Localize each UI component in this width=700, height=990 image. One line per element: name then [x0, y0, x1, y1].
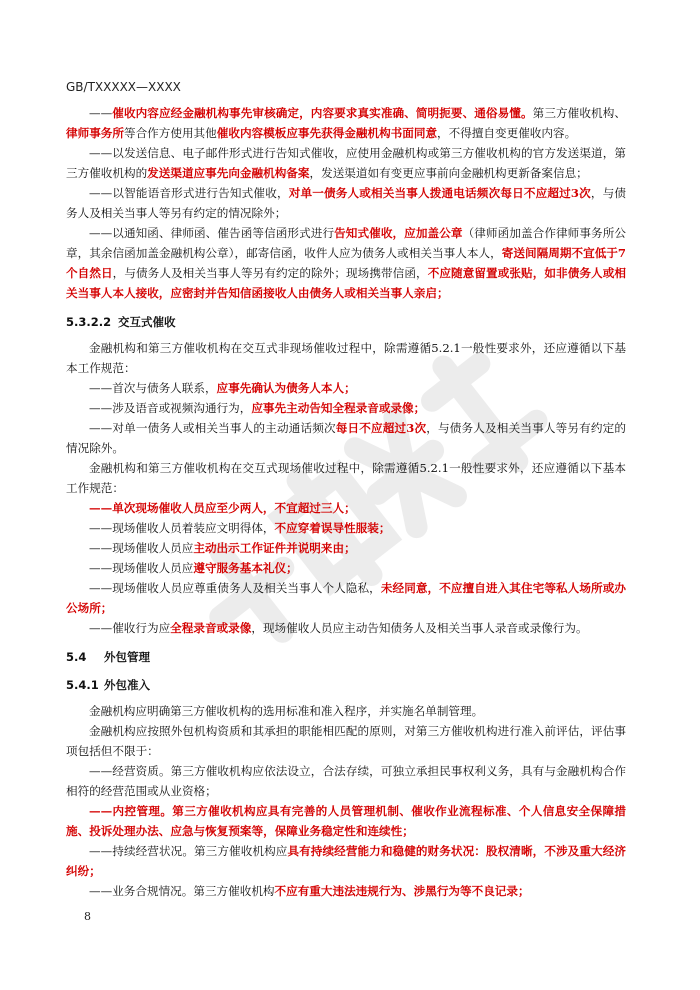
body-text: ，与债务人及相关当事人等另有约定的情况除外； — [66, 186, 626, 220]
section-heading-5-4 — [66, 648, 626, 666]
paragraph — [66, 338, 626, 378]
paragraph — [66, 558, 626, 578]
body-text: 金融机构应明确第三方催收机构的选用标准和准入程序，并实施名单制管理。 — [89, 704, 484, 718]
body-text: ，发送渠道如有变更应事前向金融机构更新备案信息； — [309, 166, 588, 180]
section-number: 5.4 — [66, 650, 87, 664]
emphasis-text: 不应随意留置或张贴，如非债务人或相关当事人本人接收，应密封并告知信函接收人由债务人或相关当事人亲启； — [66, 266, 626, 300]
body-text: ——催收行为应 — [89, 621, 171, 635]
section-title: 外包准入 — [104, 678, 150, 692]
body-text: ，与债务人及相关当事人等另有约定的除外；现场携带信函， — [112, 266, 428, 280]
body-text: ——现场催收人员应尊重债务人及相关当事人个人隐私， — [89, 581, 381, 595]
page-content — [66, 103, 626, 901]
emphasis-text: 每日不应超过3次 — [335, 421, 427, 435]
body-text: —— — [89, 106, 113, 120]
body-text: ，与债务人及相关当事人等另有约定的情况除外。 — [66, 421, 626, 455]
body-text: ，不得擅自变更催收内容。 — [437, 126, 577, 140]
paragraph — [66, 578, 626, 618]
section-title: 交互式催收 — [118, 315, 176, 329]
paragraph — [66, 881, 626, 901]
body-text: ——持续经营状况。第三方催收机构应 — [89, 844, 288, 858]
paragraph — [66, 183, 626, 223]
paragraphs-a — [66, 103, 626, 303]
emphasis-text: 告知式催收，应加盖公章 — [334, 226, 463, 240]
paragraph — [66, 721, 626, 761]
section-number: 5.3.2.2 — [66, 315, 112, 329]
body-text: ——业务合规情况。第三方催收机构 — [89, 884, 275, 898]
body-text: ——以发送信息、电子邮件形式进行告知式催收，应使用金融机构或第三方催收机构的官方发送渠道，第三方催收机构的 — [66, 146, 626, 180]
page-number: 8 — [84, 910, 91, 923]
body-text: 第三方催收机构、 — [532, 106, 626, 120]
emphasis-text: ——单次现场催收人员应至少两人，不宜超过三人； — [89, 501, 356, 515]
body-text: ——涉及语音或视频沟通行为， — [89, 401, 252, 415]
emphasis-text: 具有持续经营能力和稳健的财务状况：股权清晰，不涉及重大经济纠纷； — [66, 844, 626, 878]
body-text: ——现场催收人员着装应文明得体， — [89, 521, 275, 535]
emphasis-text: 应事先主动告知全程录音或录像； — [251, 401, 426, 415]
paragraphs-b — [66, 338, 626, 638]
body-text: 金融机构应按照外包机构资质和其承担的职能相匹配的原则，对第三方催收机构进行准入前评估，评估事项包括但不限于： — [66, 724, 626, 758]
section-heading-5-3-2-2 — [66, 313, 626, 331]
paragraph — [66, 378, 626, 398]
emphasis-text: 寄送间隔周期不宜低于7个自然日 — [66, 246, 626, 280]
body-text: ——经营资质。第三方催收机构应依法设立，合法存续，可独立承担民事权利义务，具有与金融机构合作相符的经营范围或从业资格； — [66, 764, 626, 798]
emphasis-text: 遵守服务基本礼仪； — [193, 561, 298, 575]
body-text: （律师函加盖合作律师事务所公章，其余信函加盖金融机构公章），邮寄信函，收件人应为债务人或相关当事人本人， — [66, 226, 626, 260]
paragraph — [66, 761, 626, 801]
emphasis-text: 不应有重大违法违规行为、涉黑行为等不良记录； — [274, 884, 530, 898]
body-text: 金融机构和第三方催收机构在交互式非现场催收过程中，除需遵循5.2.1一般性要求外，还应遵循以下基本工作规范： — [66, 341, 626, 375]
paragraph — [66, 418, 626, 458]
emphasis-text: 发送渠道应事先向金融机构备案 — [147, 166, 310, 180]
section-title: 外包管理 — [104, 650, 150, 664]
emphasis-text: 未经同意，不应擅自进入其住宅等私人场所或办公场所； — [66, 581, 626, 615]
emphasis-text: 对单一债务人或相关当事人拨通电话频次每日不应超过3次 — [288, 186, 591, 200]
paragraph — [66, 618, 626, 638]
paragraph — [66, 538, 626, 558]
paragraphs-c — [66, 701, 626, 901]
emphasis-text: 应事先确认为债务人本人； — [216, 381, 356, 395]
section-heading-5-4-1 — [66, 676, 626, 694]
paragraph — [66, 103, 626, 143]
body-text: ——以通知函、律师函、催告函等信函形式进行 — [89, 226, 335, 240]
paragraph — [66, 143, 626, 183]
body-text: ——首次与债务人联系， — [89, 381, 217, 395]
body-text: ——现场催收人员应 — [89, 541, 194, 555]
emphasis-text: 律师事务所 — [66, 126, 124, 140]
body-text: ——对单一债务人或相关当事人的主动通话频次 — [89, 421, 336, 435]
emphasis-text: 不应穿着误导性服装； — [274, 521, 391, 535]
paragraph — [66, 398, 626, 418]
section-number: 5.4.1 — [66, 678, 99, 692]
paragraph — [66, 498, 626, 518]
paragraph — [66, 801, 626, 841]
emphasis-text: 主动出示工作证件并说明来由； — [193, 541, 356, 555]
paragraph — [66, 223, 626, 303]
emphasis-text: 全程录音或录像 — [170, 621, 252, 635]
paragraph — [66, 458, 626, 498]
body-text: 等合作方使用其他 — [123, 126, 217, 140]
emphasis-text: 催收内容模板应事先获得金融机构书面同意 — [216, 126, 438, 140]
paragraph — [66, 841, 626, 881]
body-text: ——以智能语音形式进行告知式催收， — [89, 186, 289, 200]
emphasis-text: ——内控管理。第三方催收机构应具有完善的人员管理机制、催收作业流程标准、个人信息安全保障措施、投诉处理办法、应急与恢复预案等，保障业务稳定性和连续性； — [66, 804, 626, 838]
document-header: GB/TXXXXX—XXXX — [66, 80, 181, 94]
emphasis-text: 催收内容应经金融机构事先审核确定，内容要求真实准确、简明扼要、通俗易懂。 — [112, 106, 533, 120]
paragraph — [66, 701, 626, 721]
body-text: ，现场催收人员应主动告知债务人及相关当事人录音或录像行为。 — [251, 621, 588, 635]
paragraph — [66, 518, 626, 538]
body-text: ——现场催收人员应 — [89, 561, 194, 575]
body-text: 金融机构和第三方催收机构在交互式现场催收过程中，除需遵循5.2.1一般性要求外，还应遵循以下基本工作规范： — [66, 461, 626, 495]
